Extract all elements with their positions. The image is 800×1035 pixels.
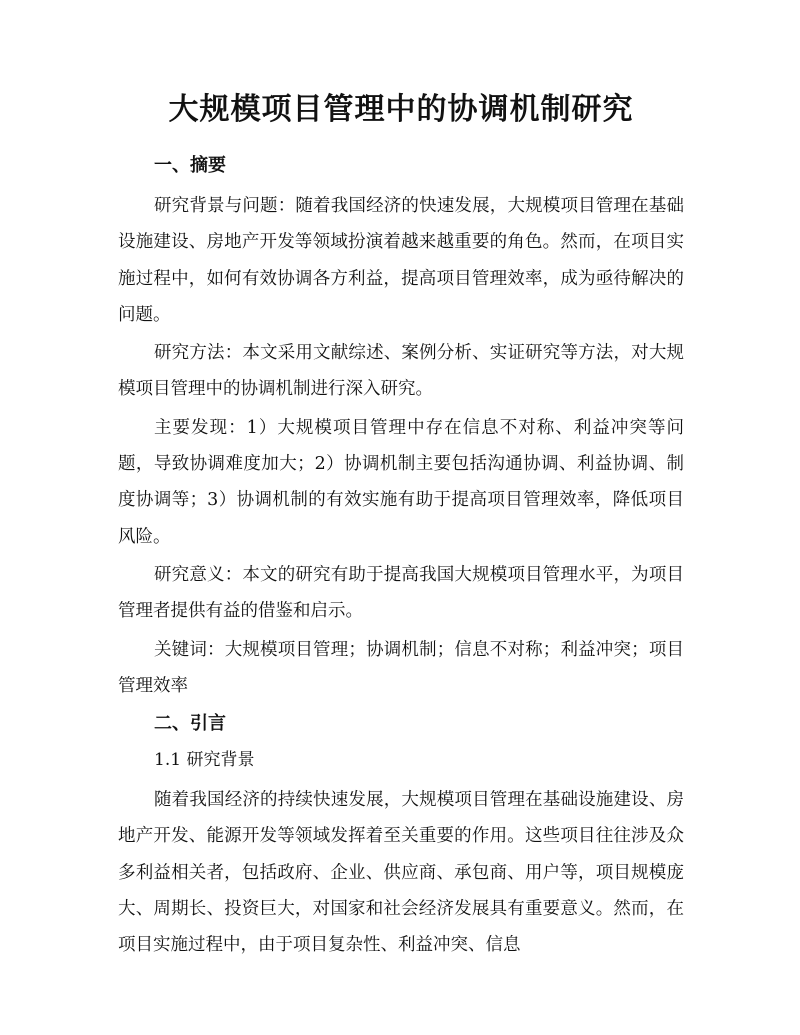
intro-subheading: 1.1 研究背景: [154, 750, 255, 771]
abstract-significance-paragraph: 研究意义：本文的研究有助于提高我国大规模项目管理水平，为项目管理者提供有益的借鉴和启示。: [118, 564, 684, 622]
intro-paragraph: 随着我国经济的持续快速发展，大规模项目管理在基础设施建设、房地产开发、能源开发等领域发挥着至关重要的作用。这些项目往往涉及众多利益相关者，包括政府、企业、供应商、承包商、用户等，项目规模庞大、周期长、投资巨大，对国家和社会经济发展具有重要意义。然而，在项目实施过程中，由于项目复杂性、利益冲突、信息: [118, 790, 684, 956]
abstract-findings-paragraph: 主要发现：1）大规模项目管理中存在信息不对称、利益冲突等问题，导致协调难度加大；2）协调机制主要包括沟通协调、利益协调、制度协调等；3）协调机制的有效实施有助于提高项目管理效率，降低项目风险。: [118, 417, 684, 547]
abstract-heading: 一、摘要: [154, 155, 226, 176]
document-title: 大规模项目管理中的协调机制研究: [168, 92, 634, 127]
intro-heading: 二、引言: [154, 713, 226, 735]
abstract-keywords-paragraph: 关键词：大规模项目管理；协调机制；信息不对称；利益冲突；项目管理效率: [118, 639, 684, 696]
document-page: [118, 88, 684, 964]
abstract-background-paragraph: 研究背景与问题：随着我国经济的快速发展，大规模项目管理在基础设施建设、房地产开发等领域扮演着越来越重要的角色。然而，在项目实施过程中，如何有效协调各方利益，提高项目管理效率，成为亟待解决的问题。: [118, 196, 684, 325]
abstract-method-paragraph: 研究方法：本文采用文献综述、案例分析、实证研究等方法，对大规模项目管理中的协调机制进行深入研究。: [118, 343, 684, 400]
